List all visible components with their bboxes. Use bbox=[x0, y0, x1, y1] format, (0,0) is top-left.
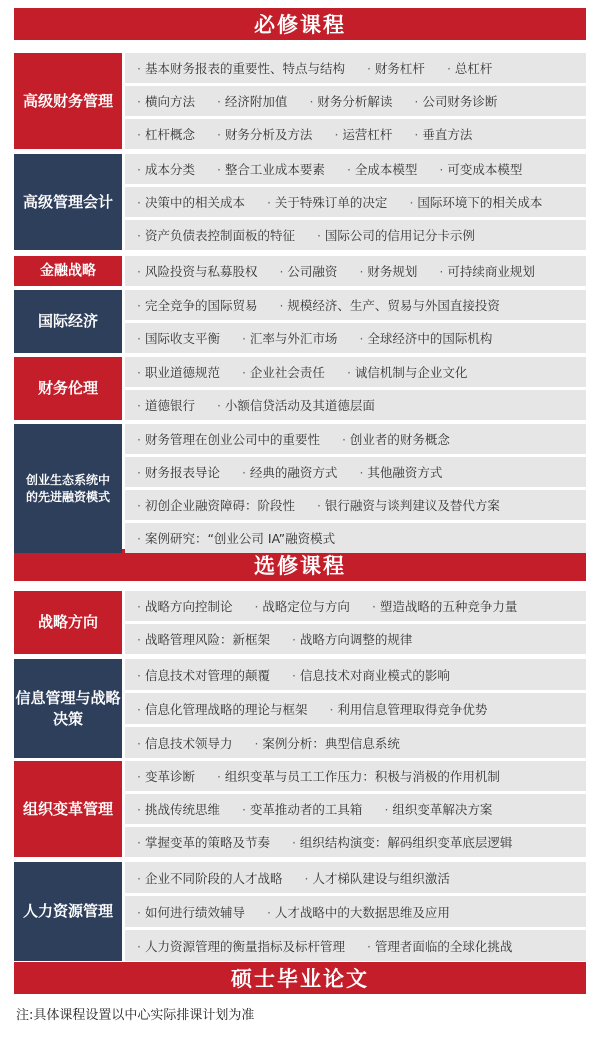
course-topic-list bbox=[125, 424, 586, 553]
course-topic-list bbox=[125, 256, 586, 286]
topic-row bbox=[125, 523, 586, 553]
course-topic-list bbox=[125, 591, 586, 654]
topic-row bbox=[125, 290, 586, 320]
topic-item: · 塑造战略的五种竞争力量 bbox=[372, 597, 517, 615]
topic-row bbox=[125, 86, 586, 116]
topic-item: · 人才战略中的大数据思维及应用 bbox=[267, 903, 450, 921]
course-section bbox=[14, 862, 586, 961]
course-category-title: 信息管理与战略决策 bbox=[14, 659, 122, 758]
topic-row bbox=[125, 220, 586, 250]
course-category-title: 高级管理会计 bbox=[14, 154, 122, 250]
topic-item: · 成本分类 bbox=[137, 160, 195, 178]
footnote: 注:具体课程设置以中心实际排课计划为准 bbox=[16, 1008, 255, 1023]
topic-item: · 风险投资与私募股权 bbox=[137, 262, 257, 280]
topic-row bbox=[125, 457, 586, 487]
topic-item: · 公司融资 bbox=[279, 262, 337, 280]
course-category-title: 战略方向 bbox=[14, 591, 122, 654]
topic-row bbox=[125, 693, 586, 724]
topic-item: · 其他融资方式 bbox=[359, 463, 442, 481]
topic-item: · 总杠杆 bbox=[447, 59, 492, 77]
topic-item: · 信息技术领导力 bbox=[137, 734, 232, 752]
topic-item: · 组织变革解决方案 bbox=[384, 800, 492, 818]
topic-item: · 横向方法 bbox=[137, 92, 195, 110]
topic-item: · 财务管理在创业公司中的重要性 bbox=[137, 430, 320, 448]
topic-item: · 企业不同阶段的人才战略 bbox=[137, 869, 282, 887]
topic-item: · 运营杠杆 bbox=[334, 125, 392, 143]
topic-row bbox=[125, 896, 586, 927]
topic-item: · 杠杆概念 bbox=[137, 125, 195, 143]
topic-item: · 组织结构演变：解码组织变革底层逻辑 bbox=[292, 833, 512, 851]
topic-row bbox=[125, 490, 586, 520]
topic-row bbox=[125, 862, 586, 893]
topic-item: · 战略定位与方向 bbox=[254, 597, 349, 615]
topic-item: · 管理者面临的全球化挑战 bbox=[367, 937, 512, 955]
topic-item: · 垂直方法 bbox=[414, 125, 472, 143]
topic-item: · 人才梯队建设与组织激活 bbox=[304, 869, 449, 887]
topic-item: · 战略方向调整的规律 bbox=[292, 630, 412, 648]
topic-item: · 组织变革与员工工作压力：积极与消极的作用机制 bbox=[217, 767, 500, 785]
topic-item: · 人力资源管理的衡量指标及标杆管理 bbox=[137, 937, 345, 955]
topic-item: · 变革诊断 bbox=[137, 767, 195, 785]
topic-row bbox=[125, 323, 586, 353]
course-category-title: 组织变革管理 bbox=[14, 761, 122, 857]
topic-item: · 国际收支平衡 bbox=[137, 329, 220, 347]
topic-row bbox=[125, 154, 586, 184]
topic-row bbox=[125, 761, 586, 791]
topic-item: · 关于特殊订单的决定 bbox=[267, 193, 387, 211]
course-section bbox=[14, 357, 586, 420]
elective-courses-header: 选修课程 bbox=[14, 549, 586, 581]
course-topic-list bbox=[125, 154, 586, 250]
topic-row bbox=[125, 187, 586, 217]
topic-item: · 财务杠杆 bbox=[367, 59, 425, 77]
topic-item: · 财务分析及方法 bbox=[217, 125, 312, 143]
topic-row bbox=[125, 794, 586, 824]
topic-row bbox=[125, 591, 586, 621]
topic-item: · 财务报表导论 bbox=[137, 463, 220, 481]
topic-item: · 信息技术对管理的颠覆 bbox=[137, 666, 270, 684]
topic-row bbox=[125, 659, 586, 690]
course-topic-list bbox=[125, 357, 586, 420]
topic-row bbox=[125, 424, 586, 454]
topic-row bbox=[125, 390, 586, 420]
course-category-title: 金融战略 bbox=[14, 256, 122, 286]
topic-item: · 全球经济中的国际机构 bbox=[359, 329, 492, 347]
course-section bbox=[14, 256, 586, 286]
course-category-title: 高级财务管理 bbox=[14, 53, 122, 149]
topic-item: · 企业社会责任 bbox=[242, 363, 325, 381]
topic-row bbox=[125, 624, 586, 654]
topic-row bbox=[125, 53, 586, 83]
topic-item: · 完全竞争的国际贸易 bbox=[137, 296, 257, 314]
topic-item: · 银行融资与谈判建议及替代方案 bbox=[317, 496, 500, 514]
topic-item: · 信息技术对商业模式的影响 bbox=[292, 666, 450, 684]
course-category-title: 人力资源管理 bbox=[14, 862, 122, 961]
topic-item: · 整合工业成本要素 bbox=[217, 160, 325, 178]
topic-item: · 信息化管理战略的理论与框架 bbox=[137, 700, 307, 718]
course-section bbox=[14, 424, 586, 553]
topic-row bbox=[125, 930, 586, 961]
topic-item: · 可变成本模型 bbox=[439, 160, 522, 178]
topic-item: · 创业者的财务概念 bbox=[342, 430, 450, 448]
topic-item: · 如何进行绩效辅导 bbox=[137, 903, 245, 921]
thesis-header: 硕士毕业论文 bbox=[14, 962, 586, 994]
topic-item: · 职业道德规范 bbox=[137, 363, 220, 381]
course-section bbox=[14, 659, 586, 758]
topic-item: · 案例研究：“创业公司 IA”融资模式 bbox=[137, 529, 335, 547]
topic-item: · 案例分析：典型信息系统 bbox=[254, 734, 399, 752]
topic-item: · 经典的融资方式 bbox=[242, 463, 337, 481]
topic-item: · 战略管理风险：新框架 bbox=[137, 630, 270, 648]
course-category-title: 国际经济 bbox=[14, 290, 122, 353]
course-category-title: 创业生态系统中的先进融资模式 bbox=[14, 424, 122, 553]
topic-item: · 财务分析解读 bbox=[309, 92, 392, 110]
topic-item: · 道德银行 bbox=[137, 396, 195, 414]
course-section bbox=[14, 591, 586, 654]
topic-row bbox=[125, 827, 586, 857]
topic-item: · 财务规划 bbox=[359, 262, 417, 280]
course-section bbox=[14, 761, 586, 857]
topic-item: · 汇率与外汇市场 bbox=[242, 329, 337, 347]
course-section bbox=[14, 154, 586, 250]
topic-item: · 战略方向控制论 bbox=[137, 597, 232, 615]
course-topic-list bbox=[125, 659, 586, 758]
topic-item: · 规模经济、生产、贸易与外国直接投资 bbox=[279, 296, 499, 314]
topic-item: · 可持续商业规划 bbox=[439, 262, 534, 280]
topic-item: · 挑战传统思维 bbox=[137, 800, 220, 818]
topic-item: · 国际环境下的相关成本 bbox=[409, 193, 542, 211]
topic-item: · 诚信机制与企业文化 bbox=[347, 363, 467, 381]
course-topic-list bbox=[125, 761, 586, 857]
topic-item: · 资产负债表控制面板的特征 bbox=[137, 226, 295, 244]
topic-item: · 掌握变革的策略及节奏 bbox=[137, 833, 270, 851]
topic-item: · 经济附加值 bbox=[217, 92, 287, 110]
topic-item: · 全成本模型 bbox=[347, 160, 417, 178]
topic-item: · 公司财务诊断 bbox=[414, 92, 497, 110]
course-category-title: 财务伦理 bbox=[14, 357, 122, 420]
topic-item: · 初创企业融资障碍：阶段性 bbox=[137, 496, 295, 514]
topic-item: · 决策中的相关成本 bbox=[137, 193, 245, 211]
topic-item: · 国际公司的信用记分卡示例 bbox=[317, 226, 475, 244]
course-topic-list bbox=[125, 290, 586, 353]
course-section bbox=[14, 53, 586, 149]
course-section bbox=[14, 290, 586, 353]
topic-item: · 小额信贷活动及其道德层面 bbox=[217, 396, 375, 414]
topic-item: · 基本财务报表的重要性、特点与结构 bbox=[137, 59, 345, 77]
topic-item: · 利用信息管理取得竞争优势 bbox=[329, 700, 487, 718]
course-topic-list bbox=[125, 862, 586, 961]
topic-row bbox=[125, 357, 586, 387]
topic-item: · 变革推动者的工具箱 bbox=[242, 800, 362, 818]
topic-row bbox=[125, 727, 586, 758]
topic-row bbox=[125, 256, 586, 286]
required-courses-header: 必修课程 bbox=[14, 8, 586, 40]
topic-row bbox=[125, 119, 586, 149]
course-topic-list bbox=[125, 53, 586, 149]
